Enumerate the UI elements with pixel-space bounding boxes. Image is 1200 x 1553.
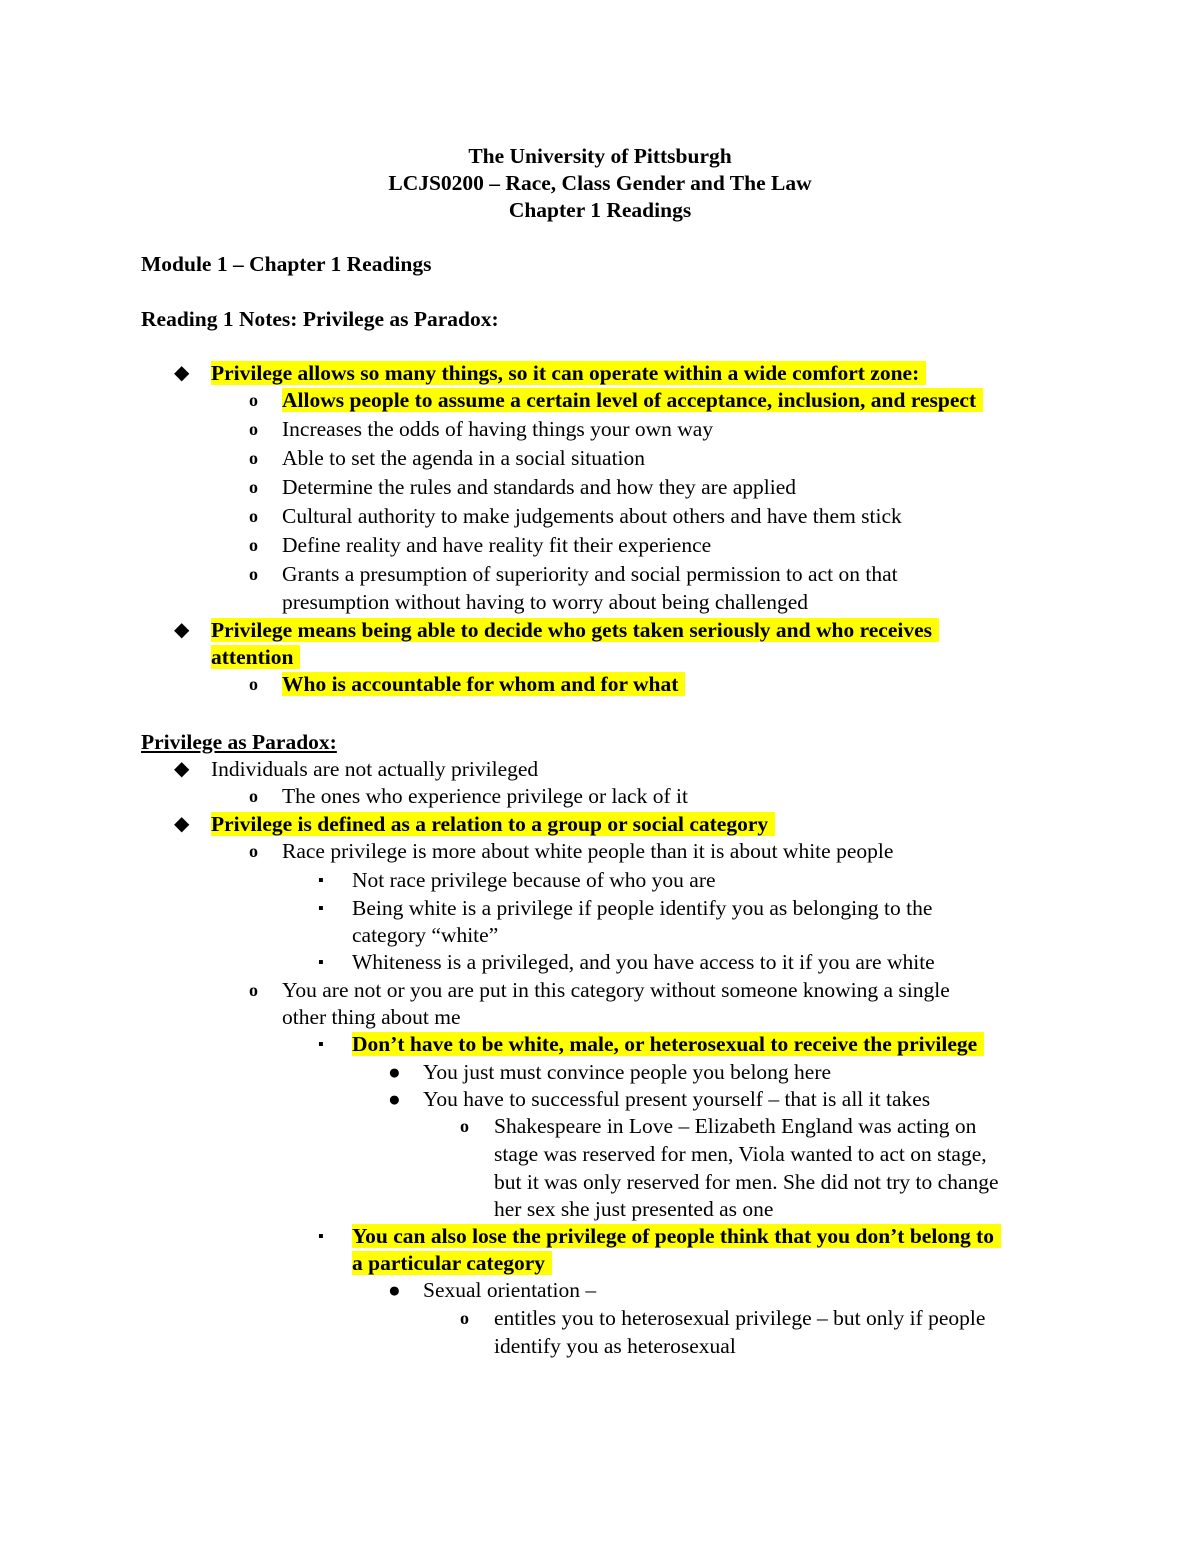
list-item: You just must convince people you belong here — [423, 1060, 832, 1084]
list-item: Privilege allows so many things, so it can operate within a wide comfort zone: — [211, 360, 926, 387]
list-item-continuation: stage was reserved for men, Viola wanted to act on stage, — [494, 1142, 987, 1166]
diamond-bullet-icon: ◆ — [174, 813, 190, 835]
diamond-bullet-icon: ◆ — [174, 362, 190, 384]
list-item: Shakespeare in Love – Elizabeth England was acting on — [494, 1114, 977, 1138]
list-item-continuation: her sex she just presented as one — [494, 1197, 774, 1221]
list-item-continuation: presumption without having to worry about being challenged — [282, 590, 809, 614]
list-item: Privilege is defined as a relation to a group or social category — [211, 811, 775, 838]
square-bullet-icon: ▪ — [318, 954, 324, 971]
circle-bullet-icon: o — [249, 786, 258, 806]
chapter-title: Chapter 1 Readings — [508, 198, 692, 222]
list-item-continuation: attention — [211, 644, 300, 671]
dot-bullet-icon: ● — [388, 1060, 401, 1084]
dot-bullet-icon: ● — [388, 1278, 401, 1302]
list-item-continuation: category “white” — [352, 923, 499, 947]
circle-bullet-icon: o — [249, 841, 258, 861]
list-item: Grants a presumption of superiority and social permission to act on that — [282, 562, 898, 586]
circle-bullet-icon: o — [249, 535, 258, 555]
list-item: Race privilege is more about white people than it is about white people — [282, 839, 894, 863]
list-item: Individuals are not actually privileged — [211, 757, 539, 781]
square-bullet-icon: ▪ — [318, 1036, 324, 1053]
circle-bullet-icon: o — [249, 390, 258, 410]
list-item: Don’t have to be white, male, or heterosexual to receive the privilege — [352, 1031, 984, 1058]
list-item: Privilege means being able to decide who gets taken seriously and who receives — [211, 617, 939, 644]
circle-bullet-icon: o — [460, 1308, 469, 1328]
square-bullet-icon: ▪ — [318, 900, 324, 917]
list-item-continuation: identify you as heterosexual — [494, 1334, 736, 1358]
dot-bullet-icon: ● — [388, 1087, 401, 1111]
list-item: Whiteness is a privileged, and you have access to it if you are white — [352, 950, 935, 974]
reading-heading: Reading 1 Notes: Privilege as Paradox: — [141, 307, 499, 331]
square-bullet-icon: ▪ — [318, 1228, 324, 1245]
module-heading: Module 1 – Chapter 1 Readings — [141, 252, 432, 276]
list-item: entitles you to heterosexual privilege – but only if people — [494, 1306, 986, 1330]
list-item: You have to successful present yourself – that is all it takes — [423, 1087, 931, 1111]
circle-bullet-icon: o — [249, 477, 258, 497]
circle-bullet-icon: o — [249, 564, 258, 584]
circle-bullet-icon: o — [249, 448, 258, 468]
list-item-continuation: a particular category — [352, 1250, 552, 1277]
diamond-bullet-icon: ◆ — [174, 758, 190, 780]
list-item: Who is accountable for whom and for what — [282, 671, 685, 698]
list-item: You are not or you are put in this category without someone knowing a single — [282, 978, 950, 1002]
list-item-continuation: other thing about me — [282, 1005, 461, 1029]
square-bullet-icon: ▪ — [318, 872, 324, 889]
list-item: Define reality and have reality fit their experience — [282, 533, 712, 557]
list-item: Cultural authority to make judgements about others and have them stick — [282, 504, 902, 528]
list-item: Being white is a privilege if people identify you as belonging to the — [352, 896, 933, 920]
circle-bullet-icon: o — [249, 980, 258, 1000]
diamond-bullet-icon: ◆ — [174, 619, 190, 641]
list-item: Sexual orientation – — [423, 1278, 597, 1302]
list-item: Able to set the agenda in a social situation — [282, 446, 646, 470]
list-item: The ones who experience privilege or lack of it — [282, 784, 688, 808]
circle-bullet-icon: o — [249, 674, 258, 694]
list-item: Not race privilege because of who you are — [352, 868, 716, 892]
list-item: You can also lose the privilege of people think that you don’t belong to — [352, 1223, 1001, 1250]
university-title: The University of Pittsburgh — [468, 144, 732, 168]
circle-bullet-icon: o — [249, 506, 258, 526]
list-item-continuation: but it was only reserved for men. She did not try to change — [494, 1170, 999, 1194]
circle-bullet-icon: o — [249, 419, 258, 439]
circle-bullet-icon: o — [460, 1116, 469, 1136]
course-title: LCJS0200 – Race, Class Gender and The Law — [388, 171, 812, 195]
list-item: Allows people to assume a certain level of acceptance, inclusion, and respect — [282, 387, 983, 414]
list-item: Determine the rules and standards and how they are applied — [282, 475, 797, 499]
list-item: Increases the odds of having things your own way — [282, 417, 714, 441]
section-heading: Privilege as Paradox: — [141, 730, 337, 754]
